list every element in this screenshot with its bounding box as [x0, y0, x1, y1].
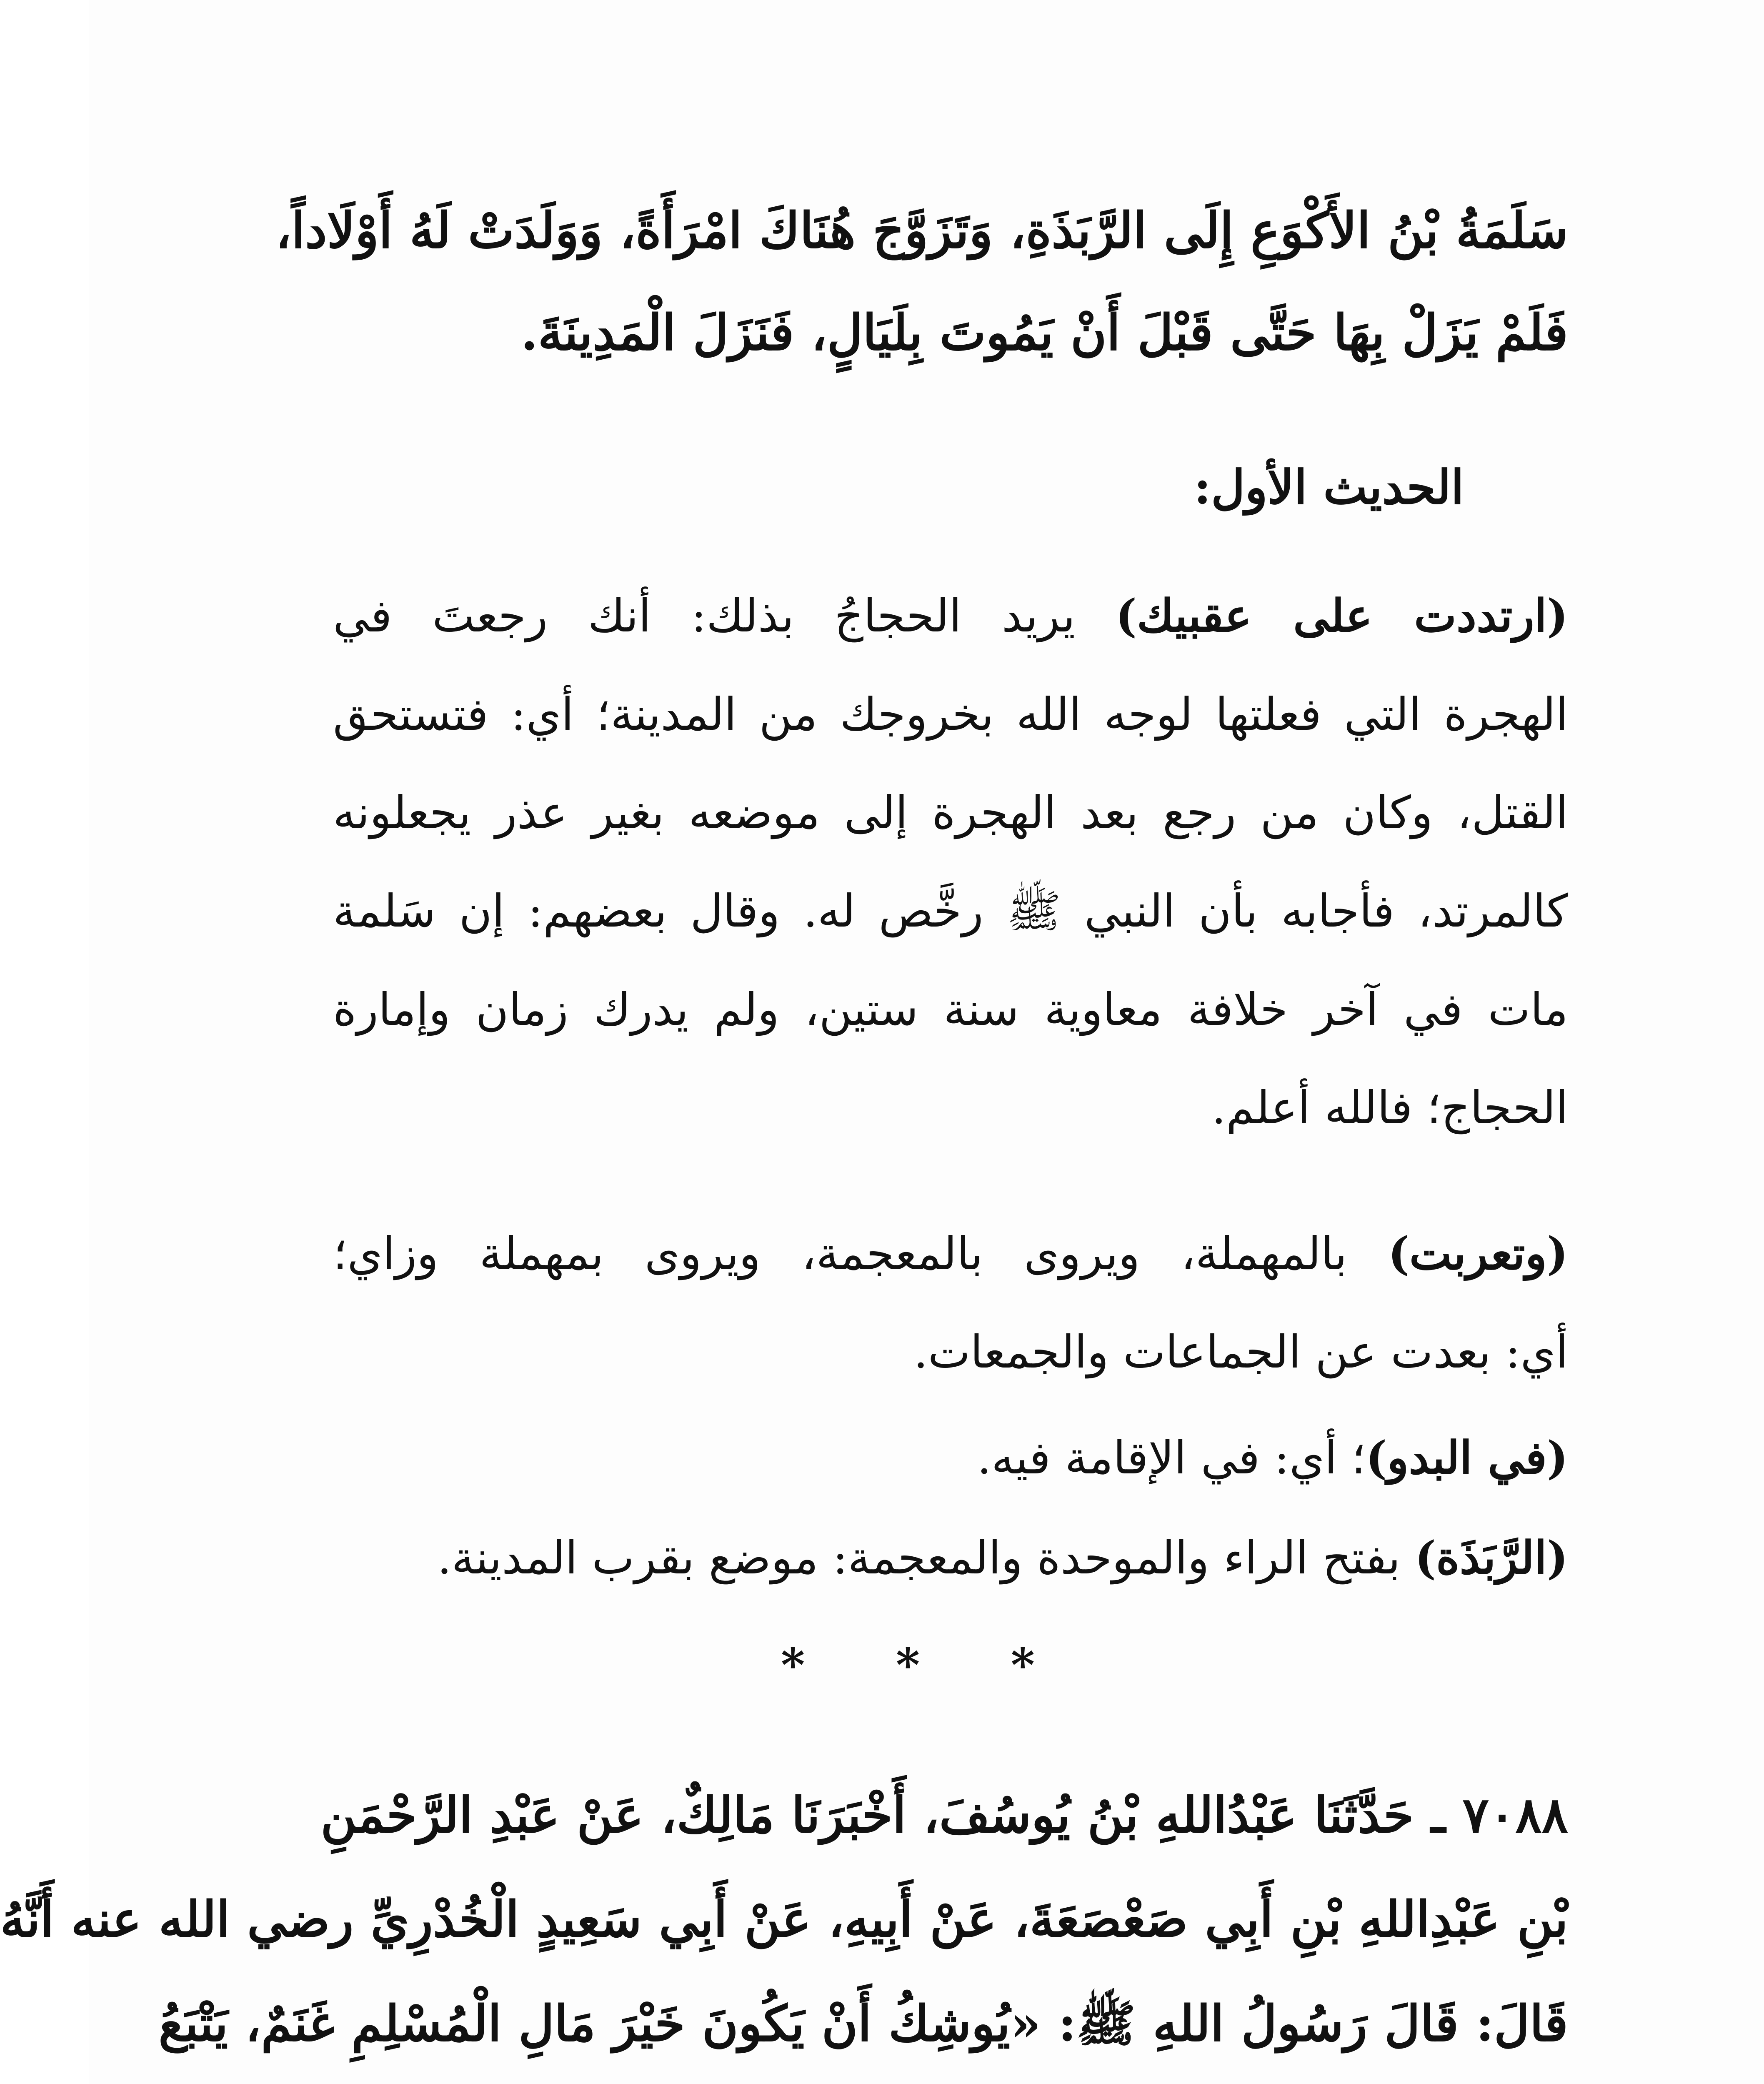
- commentary-line: [333, 567, 1568, 666]
- commentary-text: يريد الحجاجُ بذلك: أنك رجعتَ في: [333, 590, 1116, 642]
- matn-line: سَلَمَةُ بْنُ الأَكْوَعِ إِلَى الرَّبَذَةِ، وَتَزَوَّجَ هُنَاكَ امْرَأَةً، وَوَلَدَتْ لَهُ أَوْلَاداً،: [275, 201, 1568, 259]
- commentary-text: بفتح الراء والموحدة والمعجمة: موضع بقرب المدينة.: [437, 1532, 1415, 1584]
- lemma: (في البدو): [1366, 1432, 1568, 1484]
- commentary-paragraph: [333, 1205, 1568, 1402]
- commentary-paragraph: [333, 1409, 1568, 1508]
- commentary-line: كالمرتد، فأجابه بأن النبي ﷺ رخَّص له. وقال بعضهم: إن سَلمة: [333, 885, 1568, 937]
- commentary-paragraph: [333, 1509, 1568, 1608]
- matn-line: فَلَمْ يَزَلْ بِهَا حَتَّى قَبْلَ أَنْ يَمُوتَ بِلَيَالٍ، فَنَزَلَ الْمَدِينَةَ.: [520, 303, 1568, 361]
- hadith-text-continuation: [275, 179, 1568, 383]
- commentary-line: القتل، وكان من رجع بعد الهجرة إلى موضعه بغير عذر يجعلونه: [333, 787, 1568, 839]
- hadith-line: ٧٠٨٨ ـ حَدَّثَنَا عَبْدُاللهِ بْنُ يُوسُفَ، أَخْبَرَنَا مَالِكٌ، عَنْ عَبْدِ الرَّحْمَنِ: [320, 1786, 1568, 1844]
- lemma: (ارتددت على عقبيك): [1115, 590, 1568, 642]
- commentary-line: [333, 1509, 1568, 1608]
- lemma: (الرَّبَذَة): [1414, 1532, 1568, 1584]
- commentary-text: ؛ أي: في الإقامة فيه.: [977, 1432, 1366, 1484]
- commentary-line: الحجاج؛ فالله أعلم.: [1211, 1082, 1568, 1134]
- hadith-line: [333, 2076, 1568, 2084]
- hadith-line: بْنِ عَبْدِاللهِ بْنِ أَبِي صَعْصَعَةَ، عَنْ أَبِيهِ، عَنْ أَبِي سَعِيدٍ الْخُدْرِيِّ رضي الله عنه أَنَّهُ: [0, 1890, 1568, 1948]
- commentary-line: [333, 1409, 1568, 1508]
- section-separator: * * *: [781, 1638, 1073, 1692]
- commentary-text: بالمهملة، ويروى بالمعجمة، ويروى بمهملة وزاي؛: [333, 1228, 1388, 1280]
- hadith-7088: [0, 1763, 1568, 2084]
- commentary-paragraph: [333, 567, 1568, 1157]
- commentary-line: أي: بعدت عن الجماعات والجمعات.: [913, 1326, 1568, 1378]
- commentary-line: مات في آخر خلافة معاوية سنة ستين، ولم يدرك زمان وإمارة: [333, 984, 1568, 1036]
- commentary-line: [333, 1205, 1568, 1303]
- hadith-line: قَالَ: قَالَ رَسُولُ اللهِ ﷺ: «يُوشِكُ أَنْ يَكُونَ خَيْرَ مَالِ الْمُسْلِمِ غَنَمٌ، يَتْبَعُ: [158, 1994, 1568, 2052]
- section-heading: الحديث الأول:: [1194, 460, 1464, 515]
- lemma: (وتعربت): [1388, 1227, 1568, 1280]
- commentary-line: الهجرة التي فعلتها لوجه الله بخروجك من المدينة؛ أي: فتستحق: [333, 689, 1568, 741]
